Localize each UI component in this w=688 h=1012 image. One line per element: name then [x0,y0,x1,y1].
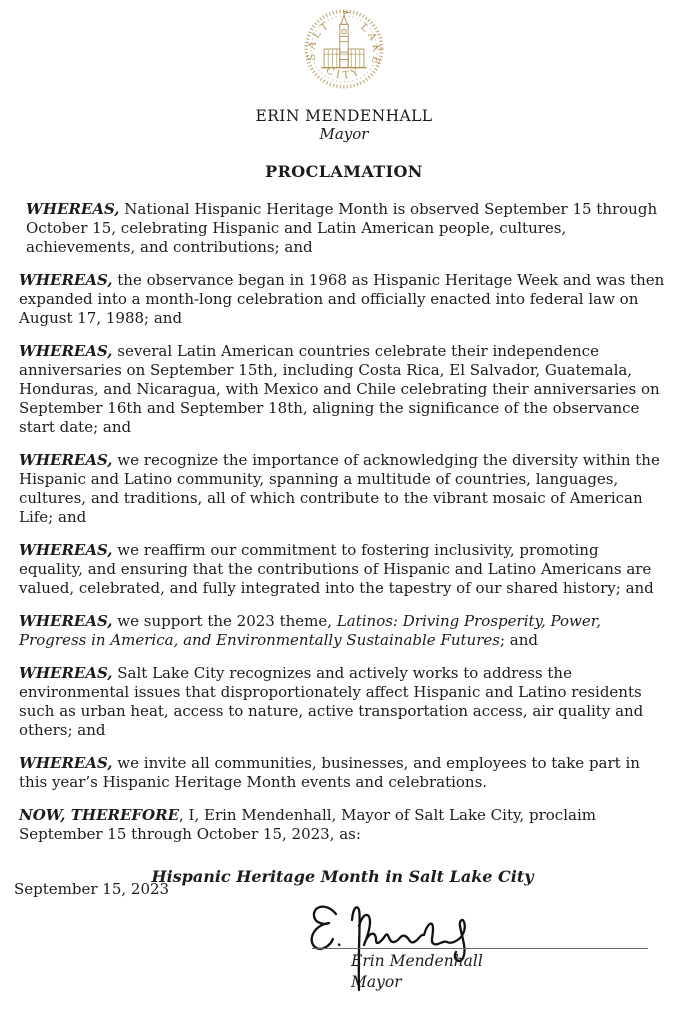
paragraph-text: we recognize the importance of acknowledging the diversity within the Hispanic and Latino community, spanning a multitude of countries, languages, cultures, and traditions, all of which contribute to the vibrant mosaic of American Life; and [19,451,660,526]
signature-block [312,898,648,1010]
seal-building-icon [321,11,366,68]
seal-text-lake: LAKE [358,21,382,69]
mayor-name: ERIN MENDENHALL [255,107,433,125]
proclamation-date: September 15, 2023 [14,880,170,898]
whereas-paragraph-3 [19,342,666,437]
seal-text-city: CITY [324,65,365,82]
proclamation-heading: PROCLAMATION [265,162,423,181]
paragraph-text: we support the 2023 theme, [112,612,337,630]
whereas-paragraph-6 [19,612,666,650]
whereas-paragraph-8 [19,754,666,792]
paragraph-text: we reaffirm our commitment to fostering inclusivity, promoting equality, and ensuring that the contributions of Hispanic and Latino Americans are valued, celebrated, and fully integrated into the tapestry of our shared history; and [19,541,654,597]
paragraph-text: we invite all communities, businesses, and employees to take part in this year’s Hispanic Heritage Month events and celebrations. [19,754,640,791]
paragraph-text: National Hispanic Heritage Month is observed September 15 through October 15, celebrating Hispanic and Latin American people, cultures, achievements, and contributions; and [26,200,658,256]
proclamation-title: Hispanic Heritage Month in Salt Lake City [151,867,534,886]
signer-name: Erin Mendenhall [351,952,483,970]
paragraph-text: ; and [499,631,538,649]
whereas-lead: WHEREAS, [19,451,113,469]
theme-title-text: Latinos: Driving Prosperity, Power, Progress in America, and Environmentally Sustainable Futures [19,612,602,649]
whereas-lead: WHEREAS, [19,754,113,772]
proclamation-body [0,200,688,886]
whereas-lead: WHEREAS, [26,200,120,218]
signature-line [312,948,648,949]
mayor-role: Mayor [319,125,369,143]
whereas-paragraph-2 [19,271,666,328]
whereas-lead: WHEREAS, [19,541,113,559]
document-header [0,0,688,181]
whereas-lead: WHEREAS, [19,612,113,630]
seal-text-salt: SALT [306,18,334,62]
whereas-lead: WHEREAS, [19,664,113,682]
signer-role: Mayor [351,973,402,991]
whereas-paragraph-5 [19,541,666,598]
now-therefore-lead: NOW, THEREFORE [19,806,180,824]
whereas-paragraph-1 [19,200,666,257]
whereas-lead: WHEREAS, [19,342,113,360]
paragraph-text: the observance began in 1968 as Hispanic Heritage Week and was then expanded into a month-long celebration and officially enacted into federal law on August 17, 1988; and [19,271,665,327]
whereas-lead: WHEREAS, [19,271,113,289]
paragraph-text: Salt Lake City recognizes and actively works to address the environmental issues that disproportionately affect Hispanic and Latino residents such as urban heat, access to nature, active transportation access, air quality and others; and [19,664,644,739]
svg-text:LAKE [358,22,382,69]
salt-lake-city-seal-icon [302,7,386,91]
whereas-paragraph-7 [19,664,666,740]
now-therefore-paragraph [19,806,666,844]
paragraph-text: , I, Erin Mendenhall, Mayor of Salt Lake City, proclaim September 15 through October 15, 2023, as: [19,806,596,843]
whereas-paragraph-4 [19,451,666,527]
paragraph-text: several Latin American countries celebrate their independence anniversaries on September 15th, including Costa Rica, El Salvador, Guatemala, Honduras, and Nicaragua, with Mexico and Chile celebrating their anniversaries on September 16th and September 18th, aligning the significance of the observance start date; and [19,342,660,436]
